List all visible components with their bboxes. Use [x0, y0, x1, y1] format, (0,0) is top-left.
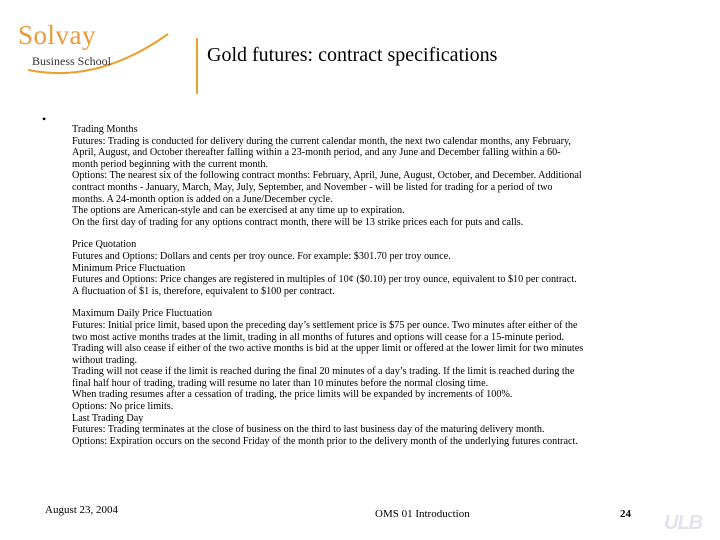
section-line: Futures: Trading is conducted for delivery during the current calendar month, the next two calendar months, any February,	[72, 135, 571, 147]
footer-date: August 23, 2004	[45, 504, 119, 516]
section-line: Trading will not cease if the limit is reached during the final 20 minutes of a day’s trading. If the limit is reached during the	[72, 366, 575, 378]
section-line: contract months - January, March, May, July, September, and November - will be listed for trading for a period of two	[72, 181, 553, 193]
page-number: 24	[620, 508, 631, 520]
spec-content	[72, 124, 682, 458]
section-line: without trading.	[72, 354, 138, 366]
section-line: month period beginning with the current month.	[72, 158, 269, 170]
section-line: months. A 24-month option is added on a June/December cycle.	[72, 193, 333, 205]
logo-subtitle: Business School	[32, 54, 112, 68]
section-line: Minimum Price Fluctuation	[72, 262, 186, 274]
ulb-logo: ULB	[664, 512, 703, 534]
footer-course: OMS 01 Introduction	[375, 508, 470, 520]
section-line: two most active months trades at the limit, trading in all months of futures and options will cease for a 15-minute period.	[72, 331, 565, 343]
section-line: Futures and Options: Price changes are registered in multiples of 10¢ ($0.10) per troy ounce, equivalent to $10 per contract.	[72, 274, 577, 286]
section-heading: Price Quotation	[72, 239, 137, 251]
section-line: A fluctuation of $1 is, therefore, equivalent to $100 per contract.	[72, 285, 335, 297]
section-line: Futures: Trading terminates at the close of business on the third to last business day of the maturing delivery month.	[72, 424, 545, 436]
section-line: On the first day of trading for any options contract month, there will be 13 strike prices each for puts and calls.	[72, 216, 524, 228]
section-line: Trading will also cease if either of the two active months is bid at the upper limit or offered at the lower limit for two minutes	[72, 343, 584, 355]
section-price-quotation	[72, 239, 682, 297]
section-line: Options: No price limits.	[72, 401, 174, 413]
section-line: Last Trading Day	[72, 412, 144, 424]
section-line: The options are American-style and can be exercised at any time up to expiration.	[72, 205, 405, 217]
section-trading-months	[72, 124, 682, 228]
section-line: When trading resumes after a cessation of trading, the price limits will be expanded by increments of 100%.	[72, 389, 513, 401]
section-line: Options: Expiration occurs on the second Friday of the month prior to the delivery month of the underlying futures contract.	[72, 435, 578, 447]
solvay-logo	[8, 12, 178, 82]
page-title: Gold futures: contract specifications	[207, 44, 498, 66]
bullet-marker: •	[42, 112, 47, 126]
section-heading: Trading Months	[72, 124, 138, 135]
section-heading: Maximum Daily Price Fluctuation	[72, 308, 213, 320]
section-line: April, August, and October thereafter falling within a 23-month period, and any June and December falling within a 60-	[72, 147, 561, 159]
section-max-daily-fluctuation	[72, 308, 682, 447]
section-line: final half hour of trading, trading will resume no later than 10 minutes before the normal closing time.	[72, 377, 489, 389]
section-line: Futures and Options: Dollars and cents per troy ounce. For example: $301.70 per troy ounce.	[72, 250, 451, 262]
section-line: Futures: Initial price limit, based upon the preceding day’s settlement price is $75 per ounce. Two minutes after either of the	[72, 319, 578, 331]
section-line: Options: The nearest six of the following contract months: February, April, June, August, October, and December. Additional	[72, 170, 582, 182]
title-divider	[196, 38, 198, 94]
logo-name: Solvay	[18, 20, 97, 50]
